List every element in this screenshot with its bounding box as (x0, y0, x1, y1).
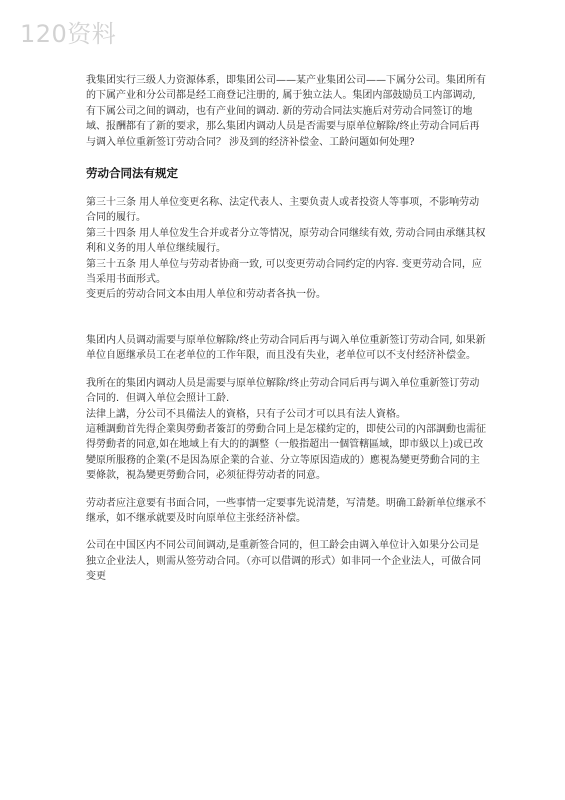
answer-paragraph-5: 劳动者应注意要有书面合同，一些事情一定要事先说清楚，写清楚。明确工龄新单位继承不继承，如不继承就要及时向原单位主张经济补偿。 (86, 497, 486, 524)
article-35: 第三十五条 用人单位与劳动者协商一致, 可以变更劳动合同约定的内容. 变更劳动合同，应当采用书面形式。 (86, 258, 482, 286)
answer-paragraph-3: 法律上講，分公司不具備法人的資格，只有子公司才可以具有法人資格。 (86, 408, 406, 420)
answer-paragraph-1: 集团内人员调动需要与原单位解除/终止劳动合同后再与调入单位重新签订劳动合同, 如果新单位自愿继承员工在老单位的工作年限，而且没有失业，老单位可以不支付经济补偿金。 (86, 334, 486, 362)
section-heading: 劳动合同法有规定 (86, 166, 178, 181)
document-body (86, 73, 486, 585)
article-34: 第三十四条 用人单位发生合并或者分立等情况，原劳动合同继续有效, 劳动合同由承继其权利和义务的用人单位继续履行。 (86, 227, 486, 255)
article-33: 第三十三条 用人单位变更名称、法定代表人、主要负责人或者投资人等事项，不影响劳动合同的履行。 (86, 197, 480, 224)
answer-paragraph-6: 公司在中国区内不同公司间调动,是重新签合同的，但工龄会由调入单位计入如果分公司是独立企业法人，则需从签劳动合同。（亦可以借调的形式）如非同一个企业法人，可做合同变更 (86, 540, 481, 583)
watermark-logo: 120资料 (20, 20, 117, 48)
intro-paragraph: 我集团实行三级人力资源体系，即集团公司——某产业集团公司——下属分公司。集团所有的下属产业和分公司都是经工商登记注册的, 属于独立法人。集团内部鼓励员工内部调动, 有下属公司之间的调动，也有产业间的调动. 新的劳动合同法实施后对劳动合同签订的地域、报酬都有了新的要求，那么集团内调动人员是否需要与原单位解除/终止劳动合同后再与调入单位重新签订劳动合同？ 涉及到的经济补偿金、工龄问题如何处理? (86, 75, 486, 148)
article-note: 变更后的劳动合同文本由用人单位和劳动者各执一份。 (86, 289, 326, 301)
law-articles (86, 195, 486, 303)
answer-paragraph-4: 這種調動首先得企業與勞動者簽訂的勞動合同上是怎樣約定的，即使公司的內部調動也需征得勞動者的同意,如在地域上有大的的調整（一般指超出一個管轄區域，即市級以上)或已改變原所服務的企業(不是因為原企業的合並、分立等原因造成的）應視為變更勞動合同的主要條款，視為變更勞動合同，必须征得劳动者的同意。 (86, 423, 486, 482)
answer-paragraph-2: 我所在的集团内调动人员是需要与原单位解除/终止劳动合同后再与调入单位重新签订劳动合同的．但调入单位会照计工龄. (86, 377, 480, 405)
